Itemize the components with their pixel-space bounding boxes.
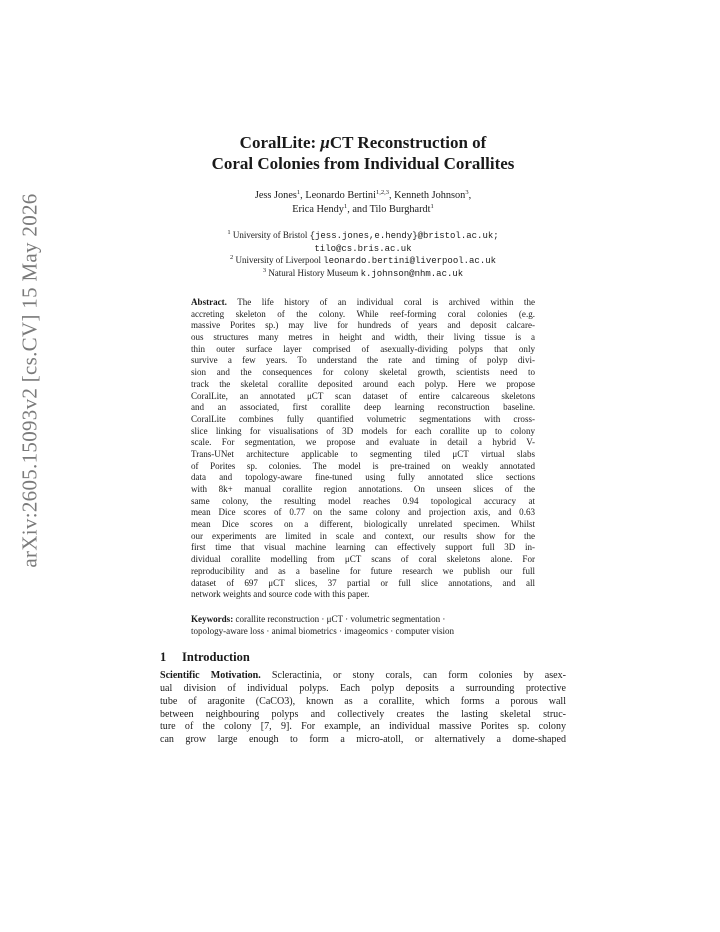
abstract-line: of Porites sp. colonies. The model is pre-trained on weakly annotated bbox=[191, 460, 535, 471]
abstract-line: dataset of 697 μCT slices, 37 partial or full slice annotations, and all bbox=[191, 577, 535, 588]
arxiv-identifier: arXiv:2605.15093v2 [cs.CV] 15 May 2026 bbox=[17, 192, 42, 568]
abstract-line: and an associated, first corallite deep learning reconstruction baseline. bbox=[191, 402, 535, 413]
abstract-line: network weights and source code with this paper. bbox=[191, 589, 370, 600]
abstract-line: first time that visual machine learning can effectively support full 3D in- bbox=[191, 542, 535, 553]
abstract-line: scale. For segmentation, we propose and evaluate in detail a hybrid V- bbox=[191, 437, 535, 448]
abstract-line: CoralLite, an annotated μCT scan dataset of entire calcareous skeletons bbox=[191, 390, 535, 401]
section-number: 1 bbox=[160, 650, 167, 664]
abstract-line: data and topology-aware fine-tuned using fully annotated slice sections bbox=[191, 472, 535, 483]
author-line-1: Jess Jones$^1$, Leonardo Bertini$^{1,2,3}$, Kenneth Johnson$^3$, bbox=[254, 189, 472, 201]
intro-lead: Scientific Motivation. bbox=[160, 670, 261, 681]
affiliations bbox=[160, 230, 566, 280]
paper-title bbox=[160, 132, 566, 174]
keywords-line-1: Keywords: corallite reconstruction · μCT · volumetric segmentation · bbox=[191, 614, 446, 624]
abstract-line: our experiments are limited in scale and context, our results show for the bbox=[191, 530, 535, 541]
keywords-label: Keywords: bbox=[191, 614, 234, 624]
affiliation-2: $^2$ University of Liverpool leonardo.bertini@liverpool.ac.uk bbox=[229, 254, 497, 267]
abstract-line: slice linking for visualisations of 3D models for each corallite up to colony bbox=[191, 425, 535, 436]
intro-line: ual division of individual polyps. Each polyp deposits a surrounding protective bbox=[160, 682, 566, 694]
abstract-label: Abstract. bbox=[191, 297, 227, 307]
abstract-line: sion and the consequences for colony skeletal growth, scientists need to bbox=[191, 367, 535, 378]
author-line-2: Erica Hendy$^1$, and Tilo Burghardt$^1$ bbox=[292, 203, 434, 215]
author-hendy: Erica Hendy bbox=[292, 204, 344, 215]
abstract-line: mean Dice scores on a different, biologically unrelated specimen. Whilst bbox=[191, 519, 535, 530]
abstract-line: mean Dice scores of 0.77 on the same colony and projection axis, and 0.63 bbox=[191, 507, 535, 518]
abstract-line: reproducibility and as a baseline for future research we publish our full bbox=[191, 565, 535, 576]
intro-paragraph bbox=[160, 670, 566, 747]
author-johnson: Kenneth Johnson bbox=[394, 190, 466, 201]
email-tilo[interactable]: tilo@cs.bris.ac.uk bbox=[314, 243, 412, 254]
abstract-line: massive Porites sp.) may live for hundreds of years and deposit calcare- bbox=[191, 320, 535, 331]
abstract-line: with 8k+ manual corallite region annotations. On unseen slices of the bbox=[191, 484, 535, 494]
intro-line: ture of the colony [7, 9]. For example, an individual massive Porites sp. colony bbox=[160, 721, 566, 733]
email-bristol[interactable]: {jess.jones,e.hendy}@bristol.ac.uk; bbox=[309, 231, 499, 241]
intro-line: tube of aragonite (CaCO3), known as a corallite, which forms a porous wall bbox=[160, 695, 566, 707]
author-bertini: Leonardo Bertini bbox=[305, 190, 376, 201]
abstract-line: track the skeletal corallite deposited around each polyp. Here we propose bbox=[191, 378, 535, 389]
abstract-line: dividual corallite modelling from μCT scans of coral skeletons alone. For bbox=[191, 554, 535, 565]
abstract-line: CoralLite combines fully quantified volumetric segmentations with cross- bbox=[191, 413, 535, 424]
title-line-2: Coral Colonies from Individual Corallites bbox=[211, 154, 515, 173]
affiliation-3: $^3$ Natural History Museum k.johnson@nhm.ac.uk bbox=[262, 266, 464, 279]
author-burghardt: Tilo Burghardt bbox=[369, 204, 431, 215]
title-line-1: CoralLite: μCT Reconstruction of bbox=[239, 133, 487, 152]
abstract bbox=[191, 297, 535, 601]
abstract-line: accreting skeleton of the colony. While reef-forming coral colonies (e.g. bbox=[191, 308, 535, 319]
abstract-line: survive a few years. To understand the rate and timing of polyp divi- bbox=[191, 355, 535, 366]
intro-line: between neighbouring polyps and collectively creates the lasting skeletal struc- bbox=[160, 708, 566, 720]
section-title: Introduction bbox=[182, 650, 250, 664]
arxiv-sidebar bbox=[12, 110, 48, 650]
keywords-line-2: topology-aware loss · animal biometrics · imageomics · computer vision bbox=[191, 625, 455, 636]
abstract-line: same colony, the resulting model reaches 0.94 topological accuracy at bbox=[191, 495, 535, 506]
section-heading bbox=[160, 650, 250, 665]
abstract-line: Trans-UNet architecture applicable to segmenting tiled μCT virtual slabs bbox=[191, 448, 535, 459]
affiliation-1-cont bbox=[160, 243, 566, 256]
author-list bbox=[160, 189, 566, 217]
abstract-line: thin outer surface layer comprised of asexually-dividing polyps that only bbox=[191, 343, 535, 354]
abstract-line: ous structures many metres in height and width, their living tissue is a bbox=[191, 332, 535, 343]
email-liverpool[interactable]: leonardo.bertini@liverpool.ac.uk bbox=[323, 256, 497, 267]
affiliation-1: $^1$ University of Bristol {jess.jones,e.hendy}@bristol.ac.uk; bbox=[227, 229, 499, 241]
abstract-line: Abstract. The life history of an individual coral is archived within the bbox=[191, 297, 535, 307]
keywords bbox=[191, 614, 535, 637]
author-jones: Jess Jones bbox=[254, 190, 297, 201]
email-nhm[interactable]: k.johnson@nhm.ac.uk bbox=[360, 268, 464, 279]
intro-line: Scientific Motivation. Scleractinia, or stony corals, can form colonies by asex- bbox=[160, 670, 566, 681]
intro-line: can grow large enough to form a micro-atoll, or alternatively a dome-shaped bbox=[160, 734, 566, 746]
